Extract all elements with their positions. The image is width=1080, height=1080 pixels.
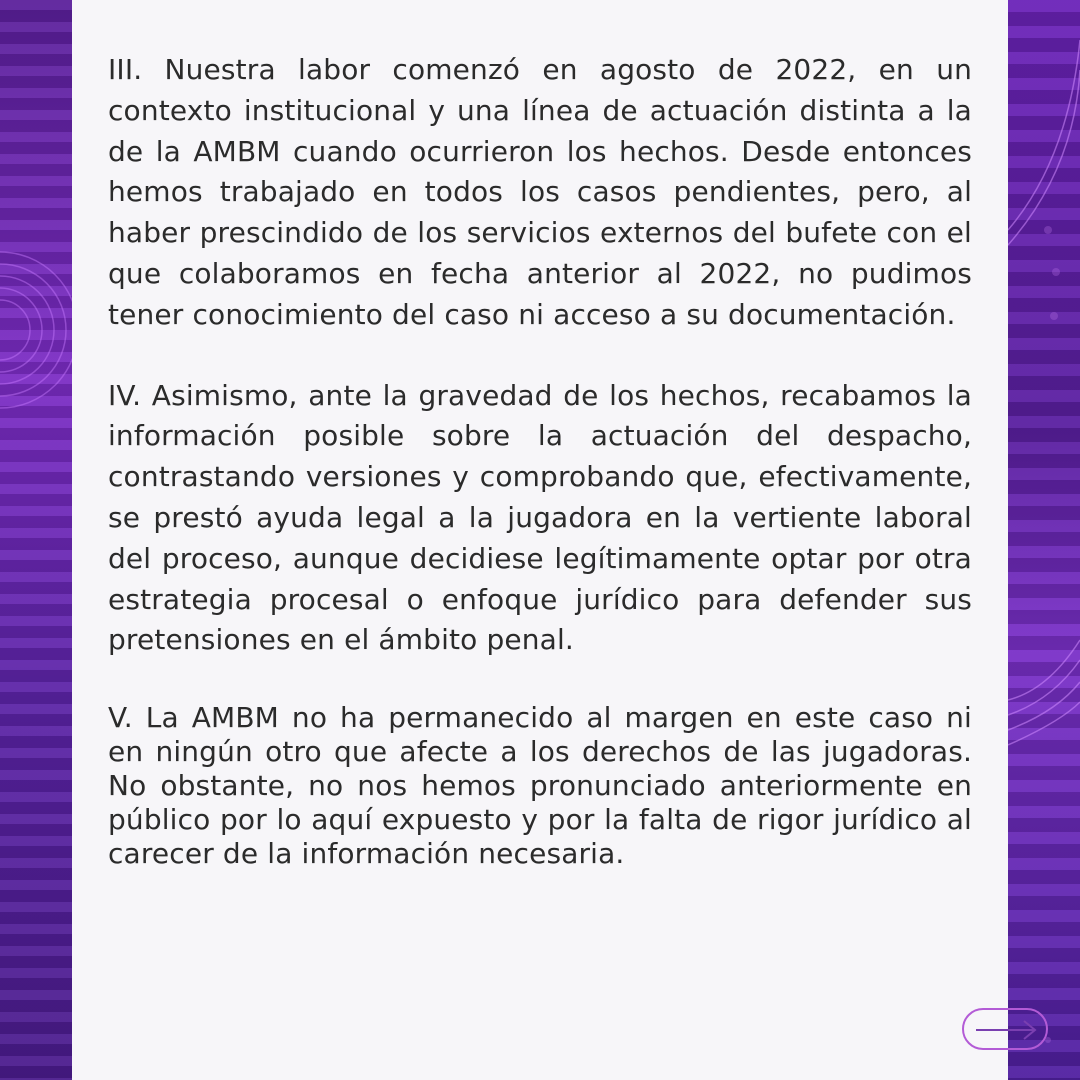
- paragraph-v: V. La AMBM no ha permanecido al margen en este caso ni en ningún otro que afecte a los derechos de las jugadoras. No obstante, no nos hemos pronunciado anteriormente en público por lo aquí expuesto y por la falta de rigor jurídico al carecer de la información necesaria.: [108, 701, 972, 871]
- next-slide-button[interactable]: [962, 1008, 1048, 1050]
- paragraph-iv: IV. Asimismo, ante la gravedad de los hechos, recabamos la información posible sobre la actuación del despacho, contrastando versiones y comprobando que, efectivamente, se prestó ayuda legal a la jugadora en la vertiente laboral del proceso, aunque decidiese legítimamente optar por otra estrategia procesal o enfoque jurídico para defender sus pretensiones en el ámbito penal.: [108, 378, 972, 657]
- left-decorative-border: [0, 0, 72, 1080]
- right-curves-decoration: [1008, 0, 1080, 1080]
- arrow-right-icon: [972, 1019, 1040, 1041]
- left-circles-decoration: [0, 0, 72, 1080]
- right-decorative-border: [1008, 0, 1080, 1080]
- paragraph-iii: III. Nuestra labor comenzó en agosto de 2022, en un contexto institucional y una línea de actuación distinta a la de la AMBM cuando ocurrieron los hechos. Desde entonces hemos trabajado en todos los casos pendientes, pero, al haber prescindido de los servicios externos del bufete con el que colaboramos en fecha anterior al 2022, no pudimos tener conocimiento del caso ni acceso a su documentación.: [108, 53, 972, 331]
- statement-body: [108, 50, 972, 871]
